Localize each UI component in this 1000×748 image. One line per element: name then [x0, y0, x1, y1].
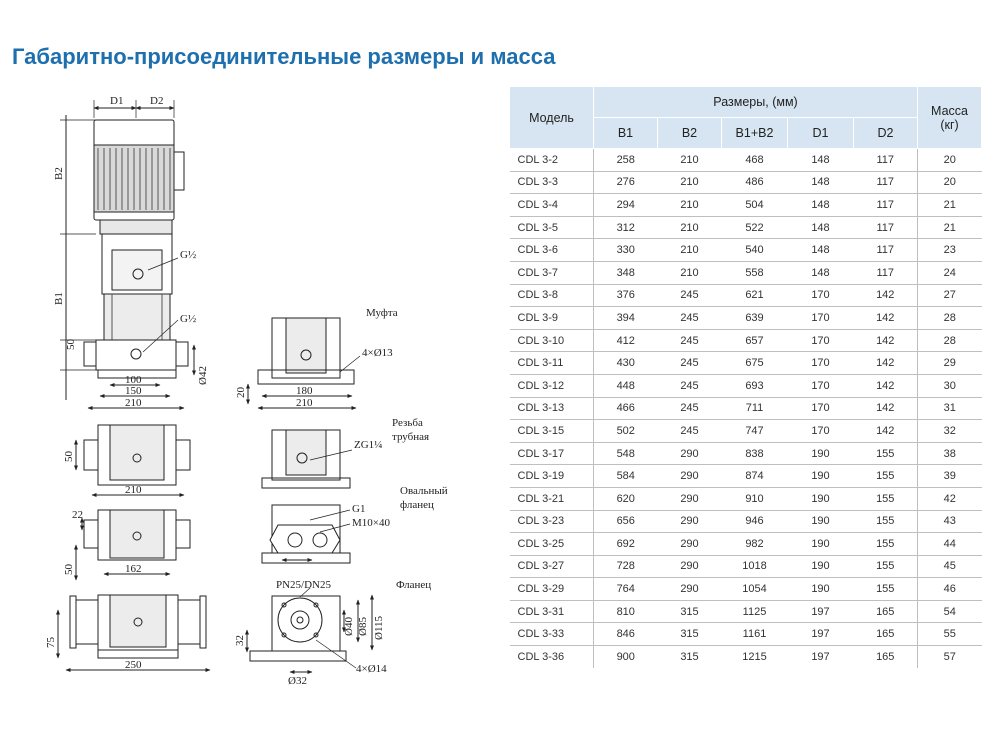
- model-cell: CDL 3-15: [510, 420, 594, 443]
- label-dia42: Ø42: [197, 366, 209, 385]
- col-mass-label: Масса: [931, 103, 968, 118]
- value-cell: 1125: [722, 600, 788, 623]
- model-cell: CDL 3-3: [510, 171, 594, 194]
- value-cell: 315: [658, 600, 722, 623]
- value-cell: 245: [658, 420, 722, 443]
- value-cell: 28: [918, 307, 982, 330]
- value-cell: 522: [722, 216, 788, 239]
- value-cell: 55: [918, 623, 982, 646]
- model-cell: CDL 3-5: [510, 216, 594, 239]
- col-b1-header: B1: [594, 118, 658, 149]
- label-muft-title: Муфта: [366, 307, 398, 319]
- value-cell: 430: [594, 352, 658, 375]
- model-cell: CDL 3-2: [510, 149, 594, 172]
- value-cell: 330: [594, 239, 658, 262]
- value-cell: 54: [918, 600, 982, 623]
- value-cell: 315: [680, 650, 699, 663]
- value-cell: 639: [722, 307, 788, 330]
- value-cell: 142: [854, 352, 918, 375]
- model-cell: CDL 3-7: [510, 261, 594, 284]
- model-cell: CDL 3-4: [510, 194, 594, 217]
- label-holes14: 4×Ø14: [356, 663, 387, 675]
- label-d2: D2: [150, 95, 164, 107]
- label-dim100: 100: [125, 374, 142, 386]
- value-cell: 39: [918, 465, 982, 488]
- value-cell: 24: [918, 261, 982, 284]
- value-cell: 210: [658, 171, 722, 194]
- value-cell: 693: [722, 374, 788, 397]
- value-cell: 170: [788, 307, 854, 330]
- label-dia115: Ø115: [373, 615, 385, 640]
- value-cell: 29: [918, 352, 982, 375]
- value-cell: 170: [788, 352, 854, 375]
- value-cell: 502: [594, 420, 658, 443]
- value-cell: 30: [918, 374, 982, 397]
- table-row: [510, 194, 982, 217]
- label-dim75: 75: [45, 637, 57, 648]
- value-cell: 155: [854, 533, 918, 556]
- col-model-header: Модель: [510, 87, 594, 149]
- label-g1: G1: [352, 503, 366, 515]
- table-row: [510, 329, 982, 352]
- value-cell: 165: [854, 600, 918, 623]
- value-cell: 448: [594, 374, 658, 397]
- value-cell: 210: [658, 239, 722, 262]
- value-cell: 155: [854, 555, 918, 578]
- value-cell: 290: [658, 555, 722, 578]
- label-dim50-base: 50: [63, 451, 75, 462]
- table-row: [510, 352, 982, 375]
- table-row: [510, 216, 982, 239]
- value-cell: 148: [788, 216, 854, 239]
- value-cell: 348: [594, 261, 658, 284]
- label-pn: PN25/DN25: [276, 579, 332, 591]
- value-cell: 245: [658, 284, 722, 307]
- value-cell: 747: [722, 420, 788, 443]
- value-cell: 584: [594, 465, 658, 488]
- value-cell: 294: [594, 194, 658, 217]
- table-row: [510, 600, 982, 623]
- value-cell: 42: [918, 487, 982, 510]
- model-cell: CDL 3-10: [510, 329, 594, 352]
- table-row: [510, 442, 982, 465]
- value-cell: 290: [658, 533, 722, 556]
- label-dim210-base: 210: [125, 484, 142, 496]
- label-dim22: 22: [72, 509, 83, 521]
- value-cell: 142: [854, 284, 918, 307]
- value-cell: 155: [854, 578, 918, 601]
- value-cell: 874: [722, 465, 788, 488]
- value-cell: 20: [918, 171, 982, 194]
- label-g12-lower: G½: [180, 313, 197, 325]
- label-thread-title-2: трубная: [392, 431, 430, 443]
- value-cell: 1054: [722, 578, 788, 601]
- model-cell: CDL 3-17: [510, 442, 594, 465]
- value-cell: 197: [788, 600, 854, 623]
- label-holes13: 4×Ø13: [362, 347, 393, 359]
- value-cell: 165: [854, 623, 918, 646]
- value-cell: 190: [788, 555, 854, 578]
- value-cell: 190: [788, 442, 854, 465]
- value-cell: 540: [722, 239, 788, 262]
- label-dim50-main: 50: [65, 339, 77, 350]
- model-cell: CDL 3-23: [510, 510, 594, 533]
- col-mass-header: [918, 87, 982, 149]
- label-oval-title-2: фланец: [400, 499, 434, 511]
- value-cell: 43: [918, 510, 982, 533]
- label-dim210-main: 210: [125, 397, 142, 409]
- value-cell: 190: [788, 533, 854, 556]
- value-cell: 838: [722, 442, 788, 465]
- value-cell: 117: [854, 171, 918, 194]
- dimensions-table: [509, 86, 982, 668]
- value-cell: 210: [658, 194, 722, 217]
- model-cell: CDL 3-19: [510, 465, 594, 488]
- label-dim250: 250: [125, 659, 142, 671]
- value-cell: 486: [722, 171, 788, 194]
- pump-front-view: [60, 100, 197, 408]
- col-mass-unit: (кг): [940, 117, 959, 132]
- value-cell: 982: [722, 533, 788, 556]
- value-cell: 245: [658, 397, 722, 420]
- table-row: [510, 171, 982, 194]
- value-cell: 656: [594, 510, 658, 533]
- value-cell: 28: [918, 329, 982, 352]
- value-cell: 900: [594, 646, 658, 668]
- model-cell: CDL 3-29: [510, 578, 594, 601]
- label-m10: M10×40: [352, 517, 390, 529]
- value-cell: 466: [594, 397, 658, 420]
- model-cell: CDL 3-11: [510, 352, 594, 375]
- col-sizes-header: Размеры, (мм): [594, 87, 918, 118]
- label-dim50-thread: 50: [63, 564, 75, 575]
- table-row: [510, 307, 982, 330]
- page-title: Габаритно-присоединительные размеры и масса: [12, 44, 556, 69]
- label-zg: ZG1¼: [354, 439, 383, 451]
- value-cell: 245: [658, 352, 722, 375]
- value-cell: 290: [658, 510, 722, 533]
- table-row: [510, 149, 982, 172]
- table-row: [510, 646, 982, 668]
- model-cell: CDL 3-13: [510, 397, 594, 420]
- value-cell: 692: [594, 533, 658, 556]
- value-cell: 728: [594, 555, 658, 578]
- table-row: [510, 510, 982, 533]
- value-cell: 38: [918, 442, 982, 465]
- value-cell: 210: [658, 216, 722, 239]
- value-cell: 45: [918, 555, 982, 578]
- label-dia40: Ø40: [343, 617, 355, 636]
- value-cell: 620: [594, 487, 658, 510]
- value-cell: 197: [811, 650, 830, 663]
- label-oval-title-1: Овальный: [400, 485, 448, 497]
- value-cell: 276: [594, 171, 658, 194]
- value-cell: 27: [918, 284, 982, 307]
- model-cell: CDL 3-25: [510, 533, 594, 556]
- model-cell: CDL 3-36: [517, 650, 565, 663]
- value-cell: 258: [594, 149, 658, 172]
- value-cell: 1018: [722, 555, 788, 578]
- col-d2-header: D2: [854, 118, 918, 149]
- value-cell: 846: [594, 623, 658, 646]
- value-cell: 155: [854, 465, 918, 488]
- table-row: [510, 374, 982, 397]
- value-cell: 165: [876, 650, 895, 663]
- value-cell: 117: [854, 261, 918, 284]
- label-d1: D1: [110, 95, 124, 107]
- table-row: [510, 261, 982, 284]
- value-cell: 312: [594, 216, 658, 239]
- value-cell: 245: [658, 307, 722, 330]
- value-cell: 148: [788, 171, 854, 194]
- model-cell: CDL 3-9: [510, 307, 594, 330]
- label-dim150: 150: [125, 385, 142, 397]
- value-cell: 290: [658, 487, 722, 510]
- value-cell: 946: [722, 510, 788, 533]
- table-row: [510, 533, 982, 556]
- value-cell: 657: [722, 329, 788, 352]
- value-cell: 117: [854, 239, 918, 262]
- table-row: [510, 555, 982, 578]
- label-flange-title: Фланец: [396, 579, 432, 591]
- model-cell: CDL 3-8: [510, 284, 594, 307]
- value-cell: 245: [658, 374, 722, 397]
- table-row: [510, 284, 982, 307]
- value-cell: 810: [594, 600, 658, 623]
- value-cell: 148: [788, 149, 854, 172]
- label-dim210-coupling: 210: [296, 397, 313, 409]
- value-cell: 190: [788, 465, 854, 488]
- col-d1-header: D1: [788, 118, 854, 149]
- model-cell: CDL 3-27: [510, 555, 594, 578]
- label-b1: B1: [53, 292, 65, 305]
- label-dia85: Ø85: [357, 617, 369, 636]
- value-cell: 31: [918, 397, 982, 420]
- value-cell: 190: [788, 510, 854, 533]
- value-cell: 44: [918, 533, 982, 556]
- label-dim32: 32: [234, 635, 246, 646]
- model-cell: CDL 3-31: [510, 600, 594, 623]
- value-cell: 23: [918, 239, 982, 262]
- value-cell: 1161: [722, 623, 788, 646]
- value-cell: 117: [854, 149, 918, 172]
- value-cell: 290: [658, 465, 722, 488]
- value-cell: 21: [918, 194, 982, 217]
- table-row: [510, 420, 982, 443]
- table-row: [510, 487, 982, 510]
- value-cell: 117: [854, 194, 918, 217]
- oval-flange-view: [262, 505, 350, 563]
- table-row: [510, 623, 982, 646]
- value-cell: 32: [918, 420, 982, 443]
- label-g12-upper: G½: [180, 249, 197, 261]
- value-cell: 764: [594, 578, 658, 601]
- value-cell: 504: [722, 194, 788, 217]
- value-cell: 142: [854, 374, 918, 397]
- value-cell: 548: [594, 442, 658, 465]
- value-cell: 46: [918, 578, 982, 601]
- label-dim162: 162: [125, 563, 142, 575]
- table-row: [510, 397, 982, 420]
- col-b1b2-header: B1+B2: [722, 118, 788, 149]
- value-cell: 394: [594, 307, 658, 330]
- value-cell: 190: [788, 578, 854, 601]
- value-cell: 210: [658, 261, 722, 284]
- value-cell: 210: [658, 149, 722, 172]
- table-row: [510, 239, 982, 262]
- value-cell: 197: [788, 623, 854, 646]
- value-cell: 155: [854, 510, 918, 533]
- value-cell: 290: [658, 578, 722, 601]
- value-cell: 376: [594, 284, 658, 307]
- value-cell: 142: [854, 307, 918, 330]
- value-cell: 621: [722, 284, 788, 307]
- model-cell: CDL 3-6: [510, 239, 594, 262]
- value-cell: 1215: [742, 650, 767, 663]
- value-cell: 170: [788, 329, 854, 352]
- value-cell: 148: [788, 239, 854, 262]
- label-dim180: 180: [296, 385, 313, 397]
- value-cell: 412: [594, 329, 658, 352]
- model-cell: CDL 3-33: [510, 623, 594, 646]
- value-cell: 142: [854, 420, 918, 443]
- value-cell: 57: [918, 646, 982, 668]
- value-cell: 170: [788, 420, 854, 443]
- label-thread-title-1: Резьба: [392, 417, 423, 429]
- value-cell: 290: [658, 442, 722, 465]
- value-cell: 468: [722, 149, 788, 172]
- value-cell: 315: [658, 623, 722, 646]
- value-cell: 558: [722, 261, 788, 284]
- value-cell: 117: [854, 216, 918, 239]
- value-cell: 148: [788, 194, 854, 217]
- label-b2: B2: [53, 167, 65, 180]
- model-cell: CDL 3-21: [510, 487, 594, 510]
- value-cell: 142: [854, 397, 918, 420]
- value-cell: 711: [722, 397, 788, 420]
- value-cell: 910: [722, 487, 788, 510]
- value-cell: 155: [854, 487, 918, 510]
- thread-pipe-view: [262, 430, 352, 488]
- value-cell: 675: [722, 352, 788, 375]
- label-dia32: Ø32: [288, 675, 307, 687]
- value-cell: 142: [854, 329, 918, 352]
- value-cell: 170: [788, 284, 854, 307]
- value-cell: 20: [918, 149, 982, 172]
- label-dim20: 20: [235, 387, 247, 398]
- value-cell: 170: [788, 397, 854, 420]
- table-row: [510, 578, 982, 601]
- model-cell: CDL 3-12: [510, 374, 594, 397]
- value-cell: 21: [918, 216, 982, 239]
- value-cell: 155: [854, 442, 918, 465]
- value-cell: 245: [658, 329, 722, 352]
- table-row: [510, 465, 982, 488]
- value-cell: 170: [788, 374, 854, 397]
- col-b2-header: B2: [658, 118, 722, 149]
- value-cell: 148: [788, 261, 854, 284]
- value-cell: 190: [788, 487, 854, 510]
